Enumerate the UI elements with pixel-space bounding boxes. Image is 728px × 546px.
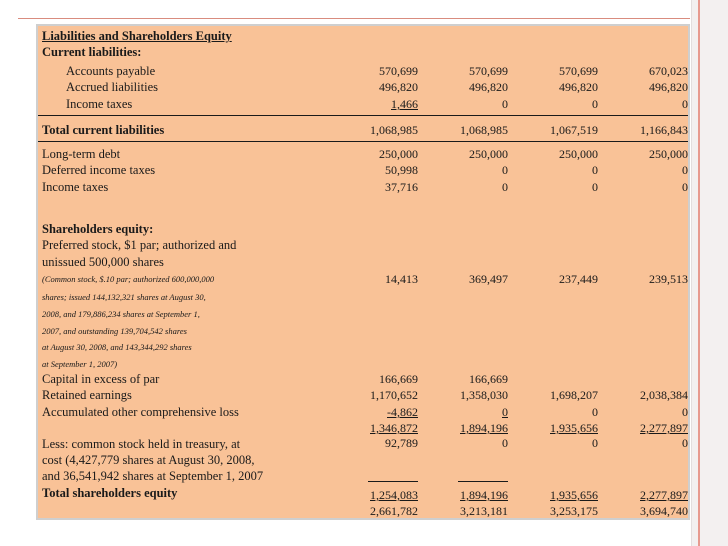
- cell-value: 250,000: [379, 147, 418, 161]
- slide-accent-line: [698, 0, 700, 546]
- cell-value: 2,277,897: [640, 421, 688, 435]
- separator-rule: [38, 115, 688, 116]
- cell-value: 1,067,519: [550, 123, 598, 137]
- treasury-line-1: Less: common stock held in treasury, at: [42, 437, 241, 451]
- slide-right-border: [691, 0, 728, 546]
- cell-value: 0: [592, 97, 598, 111]
- cell-value: 0: [682, 405, 688, 419]
- cell-value: 1,068,985: [460, 123, 508, 137]
- cell-value: 2,038,384: [640, 388, 688, 402]
- row-label: Deferred income taxes: [42, 163, 156, 177]
- balance-sheet-table: [36, 24, 690, 520]
- cell-value: 0: [682, 163, 688, 177]
- total-equity-label: Total shareholders equity: [42, 486, 178, 500]
- slide-top-margin: [0, 0, 728, 18]
- cell-value: 0: [592, 163, 598, 177]
- cell-value: 1,894,196: [460, 488, 508, 502]
- row-label: Accounts payable: [66, 64, 156, 78]
- cell-value: 496,820: [469, 80, 508, 94]
- cell-value: 1,698,207: [550, 388, 598, 402]
- cell-value: 166,669: [469, 372, 508, 386]
- cell-value: 3,694,740: [640, 504, 688, 518]
- row-label: Retained earnings: [42, 388, 132, 402]
- cell-value: 369,497: [469, 272, 508, 286]
- cell-value: 3,253,175: [550, 504, 598, 518]
- row-label: Accrued liabilities: [66, 80, 158, 94]
- cell-value: 2,661,782: [370, 504, 418, 518]
- separator-rule: [38, 141, 688, 142]
- cell-value: 1,254,083: [370, 488, 418, 502]
- cell-value: 0: [592, 405, 598, 419]
- preferred-stock-line-2: unissued 500,000 shares: [42, 255, 164, 269]
- cell-value: 1,346,872: [370, 421, 418, 435]
- treasury-line-3: and 36,541,942 shares at September 1, 2007: [42, 469, 264, 483]
- cell-value: 496,820: [649, 80, 688, 94]
- overline-rule: [458, 481, 508, 482]
- cell-value: 37,716: [385, 180, 418, 194]
- cell-value: 250,000: [559, 147, 598, 161]
- cell-value: 0: [682, 180, 688, 194]
- cell-value: 1,894,196: [460, 421, 508, 435]
- cell-value: 0: [682, 97, 688, 111]
- common-stock-note: (Common stock, $.10 par; authorized 600,000,000: [42, 274, 215, 284]
- current-liabilities-heading: Current liabilities:: [42, 45, 142, 59]
- cell-value: 670,023: [649, 64, 688, 78]
- cell-value: 1,935,656: [550, 488, 598, 502]
- cell-value: 0: [682, 436, 688, 450]
- row-label: Long-term debt: [42, 147, 121, 161]
- row-label: Income taxes: [66, 97, 133, 111]
- cell-value: 250,000: [469, 147, 508, 161]
- cell-value: 50,998: [385, 163, 418, 177]
- cell-value: 1,068,985: [370, 123, 418, 137]
- preferred-stock-line-1: Preferred stock, $1 par; authorized and: [42, 238, 237, 252]
- cell-value: 496,820: [559, 80, 598, 94]
- cell-value: 0: [502, 180, 508, 194]
- total-current-label: Total current liabilities: [42, 123, 165, 137]
- shareholders-equity-heading: Shareholders equity:: [42, 222, 154, 236]
- cell-value: 1,466: [391, 97, 418, 111]
- cell-value: 3,213,181: [460, 504, 508, 518]
- cell-value: 237,449: [559, 272, 598, 286]
- cell-value: 570,699: [559, 64, 598, 78]
- cell-value: 570,699: [379, 64, 418, 78]
- cell-value: 0: [502, 436, 508, 450]
- cell-value: 0: [592, 436, 598, 450]
- slide-left-margin: [0, 0, 18, 546]
- cell-value: 0: [502, 97, 508, 111]
- row-label: Accumulated other comprehensive loss: [42, 405, 239, 419]
- treasury-line-2: cost (4,427,779 shares at August 30, 2008,: [42, 453, 255, 467]
- row-label: Capital in excess of par: [42, 372, 160, 386]
- row-label: Income taxes: [42, 180, 109, 194]
- cell-value: 1,358,030: [460, 388, 508, 402]
- cell-value: 570,699: [469, 64, 508, 78]
- cell-value: 0: [502, 405, 508, 419]
- cell-value: 1,170,652: [370, 388, 418, 402]
- cell-value: 250,000: [649, 147, 688, 161]
- common-stock-note: 2007, and outstanding 139,704,542 shares: [42, 326, 187, 336]
- overline-rule: [368, 481, 418, 482]
- table-title: Liabilities and Shareholders Equity: [42, 29, 232, 43]
- common-stock-note: 2008, and 179,886,234 shares at September 1,: [42, 309, 200, 319]
- common-stock-note: shares; issued 144,132,321 shares at August 30,: [42, 292, 206, 302]
- cell-value: 0: [592, 180, 598, 194]
- common-stock-note: at August 30, 2008, and 143,344,292 shares: [42, 342, 192, 352]
- common-stock-note: at September 1, 2007): [42, 359, 118, 369]
- cell-value: 92,789: [385, 436, 418, 450]
- cell-value: 1,935,656: [550, 421, 598, 435]
- cell-value: 239,513: [649, 272, 688, 286]
- cell-value: 496,820: [379, 80, 418, 94]
- cell-value: -4,862: [387, 405, 418, 419]
- cell-value: 0: [502, 163, 508, 177]
- slide-top-rule: [18, 18, 690, 19]
- cell-value: 166,669: [379, 372, 418, 386]
- cell-value: 14,413: [385, 272, 418, 286]
- cell-value: 2,277,897: [640, 488, 688, 502]
- cell-value: 1,166,843: [640, 123, 688, 137]
